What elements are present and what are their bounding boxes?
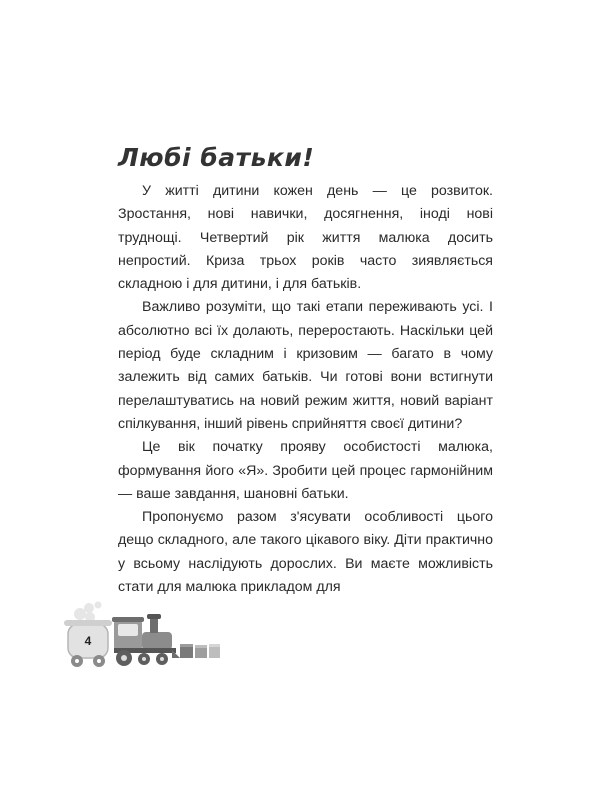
page-number-wagon: [64, 620, 112, 667]
page-number: 4: [84, 634, 92, 648]
paragraph: Важливо розуміти, що такі етапи переживають усі. І абсолютно всі їх долають, переростають. Наскільки цей період буде складним і кризовим — багато в чому залежить від самих батьків. Чи готові вони встигнути перелаштуватись на новий режим життя, новий варіант спілкування, інший рівень сприйняття своєї дитини?: [118, 299, 493, 432]
paragraph: У житті дитини кожен день — це розвиток. Зростання, нові навички, досягнення, іноді нові труднощі. Четвертий рік життя малюка досить непростий. Криза трьох років часто зиявляється складною і для дитини, і для батьків.: [118, 183, 493, 293]
paragraph: Це вік початку прояву особистості малюка, формування його «Я». Зробити цей процес гармонійним — ваше завдання, шановні батьки.: [118, 439, 493, 502]
paragraph: Пропонуємо разом з'ясувати особливості цього дещо складного, але такого цікавого віку. Діти практично у всьому наслідують дорослих. Ви маєте можливість стати для малюка прикладом для: [118, 509, 493, 596]
body-text: [118, 180, 493, 599]
cargo-cubes: [180, 644, 220, 658]
page-heading: Любі батьки!: [118, 143, 315, 172]
smoke-icon: [74, 602, 102, 623]
locomotive-icon: [112, 614, 180, 666]
train-icon: [62, 600, 222, 670]
